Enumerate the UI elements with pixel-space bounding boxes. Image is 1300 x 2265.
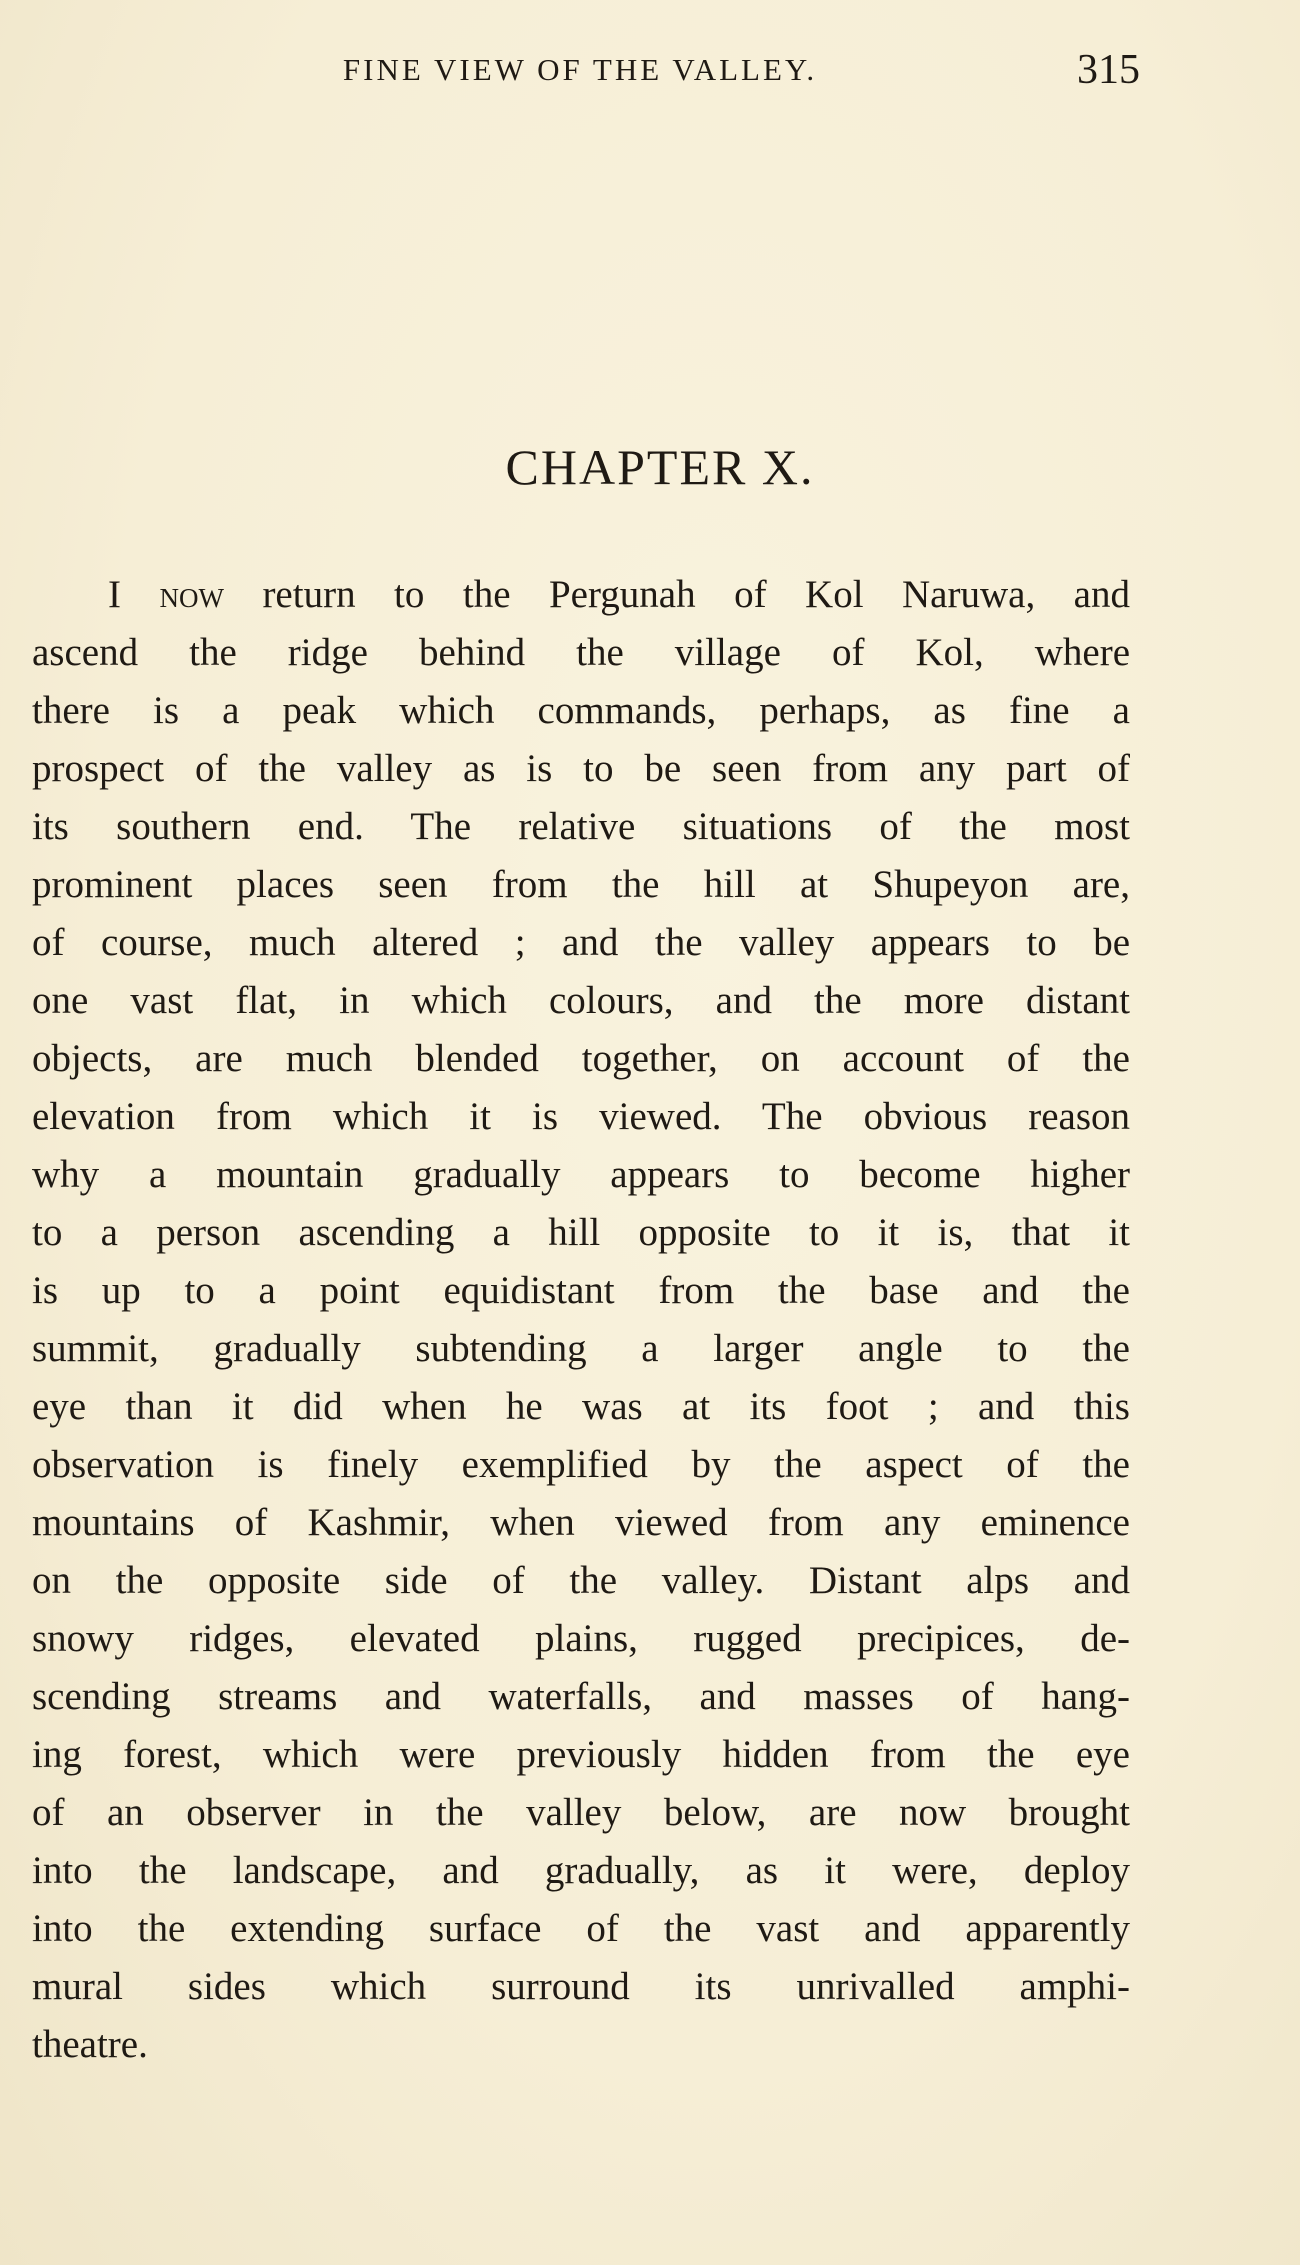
paragraph-line: theatre. [32,2023,148,2066]
page-number: 315 [1077,47,1140,93]
paragraph-line: is up to a point equidistant from the base and the [32,1269,1130,1312]
paragraph-line: there is a peak which commands, perhaps, as fine a [32,689,1130,732]
paragraph-line: of an observer in the valley below, are now brought [32,1791,1130,1834]
chapter-paragraph [32,566,1130,2074]
paragraph-line: objects, are much blended together, on account of the [32,1037,1130,1080]
paragraph-line: why a mountain gradually appears to become higher [32,1153,1130,1196]
paragraph-line: of course, much altered ; and the valley appears to be [32,921,1130,964]
line-text: return to the Pergunah of Kol Naruwa, and [223,573,1130,616]
running-head: FINE VIEW OF THE VALLEY. [342,52,818,87]
paragraph-line: its southern end. The relative situations of the most [32,805,1130,848]
paragraph-line: ascend the ridge behind the village of Kol, where [32,631,1130,674]
paragraph-line: mural sides which surround its unrivalled amphi- [32,1965,1130,2008]
paragraph-line: observation is finely exemplified by the aspect of the [32,1443,1130,1486]
chapter-title: CHAPTER X. [505,439,815,495]
paragraph-line: to a person ascending a hill opposite to it is, that it [32,1211,1130,1254]
paragraph-line: one vast flat, in which colours, and the more distant [32,979,1130,1022]
paragraph-line: prominent places seen from the hill at Shupeyon are, [32,863,1130,906]
paragraph-line: into the extending surface of the vast and apparently [32,1907,1130,1950]
paragraph-line: into the landscape, and gradually, as it were, deploy [32,1849,1130,1892]
smallcaps-word: now [159,573,224,616]
paragraph-line: on the opposite side of the valley. Distant alps and [32,1559,1130,1602]
paragraph-line: summit, gradually subtending a larger angle to the [32,1327,1130,1370]
initial-word: I [108,573,121,616]
paragraph-line: scending streams and waterfalls, and masses of hang- [32,1675,1130,1718]
paragraph-line [32,566,1130,624]
paragraph-line: mountains of Kashmir, when viewed from any eminence [32,1501,1130,1544]
paragraph-line: prospect of the valley as is to be seen from any part of [32,747,1130,790]
paragraph-line: snowy ridges, elevated plains, rugged precipices, de- [32,1617,1130,1660]
paragraph-line: eye than it did when he was at its foot ; and this [32,1385,1130,1428]
paragraph-line: ing forest, which were previously hidden from the eye [32,1733,1130,1776]
paragraph-line: elevation from which it is viewed. The obvious reason [32,1095,1130,1138]
